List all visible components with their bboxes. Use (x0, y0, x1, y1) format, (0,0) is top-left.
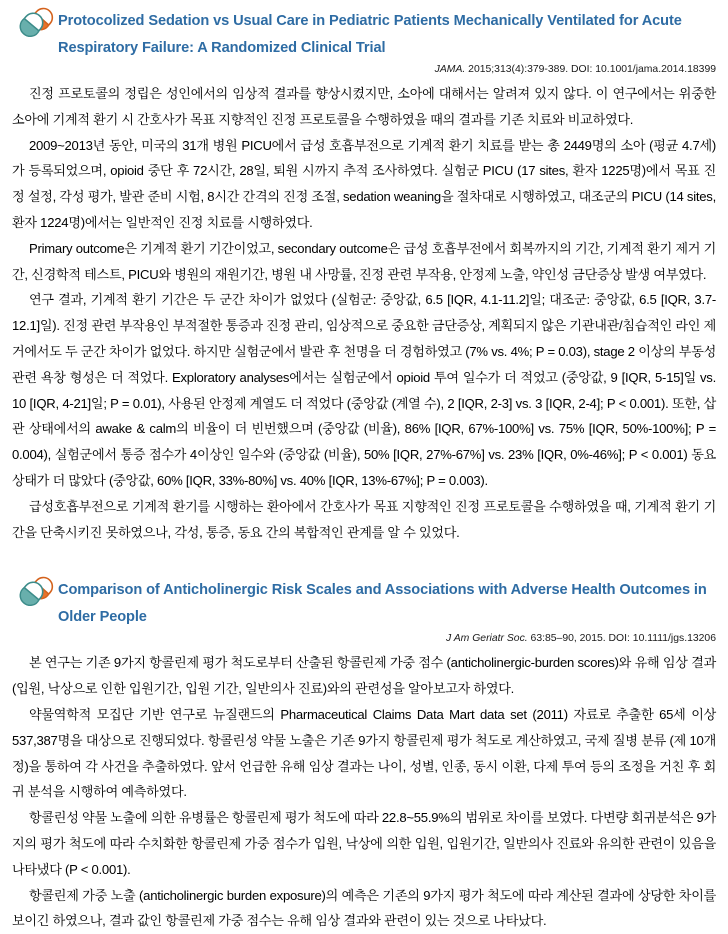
article-1-title: Protocolized Sedation vs Usual Care in Pediatric Patients Mechanically Ventilated for Acute Respiratory Failure: A Randomized Clinical Trial (58, 13, 682, 56)
article-2-citation (10, 632, 718, 646)
article-1-paragraph: 연구 결과, 기계적 환기 기간은 두 군간 차이가 없었다 (실험군: 중앙값, 6.5 [IQR, 4.1-11.2]일; 대조군: 중앙값, 6.5 [IQR, 3.7-12.1]일). 진정 관련 부작용인 부적절한 통증과 진정 관리, 임상적으로 중요한 금단증상, 계획되지 않은 기관내관/침습적인 라인 제거에서도 두 군간 차이가 없었다. 하지만 실험군에서 발관 후 천명을 더 경험하였고 (7% vs. 4%; P = 0.03), stage 2 이상의 부동성 관련 욕창 형성은 더 적었다. Exploratory analyses에서는 실험군에서 opioid 투여 일수가 더 적었고 (중앙값, 9 [IQR, 5-15]일 vs. 10 [IQR, 4-21]일; P = 0.01), 사용된 안정제 계열도 더 적었다 (중앙값 (계열 수), 2 [IQR, 2-3] vs. 3 [IQR, 2-4]; P < 0.001). 또한, 삽관 상태에서의 awake & calm의 비율이 더 빈번했으며 (중앙값 (비율), 86% [IQR, 67%-100%] vs. 75% [IQR, 50%-100%]; P = 0.004), 실험군에서 통증 점수가 4이상인 일수와 (중앙값 (비율), 50% [IQR, 27%-67%] vs. 23% [IQR, 0%-46%]; P < 0.001) 동요 상태가 더 많았다 (중앙값, 60% [IQR, 33%-80%] vs. 40% [IQR, 13%-67%]; P = 0.003). (12, 292, 716, 488)
article-1-paragraph: 급성호흡부전으로 기계적 환기를 시행하는 환아에서 간호사가 목표 지향적인 진정 프로토콜을 수행하였을 때, 기계적 환기 기간을 단축시키진 못하였으나, 각성, 통증, 동요 간의 복합적인 관계를 알 수 있었다. (12, 498, 716, 540)
article-2-body (10, 650, 718, 934)
article-2-paragraph: 본 연구는 기존 9가지 항콜린제 평가 척도로부터 산출된 항콜린제 가중 점수 (anticholinergic-burden scores)와 유해 임상 결과 (입원, 낙상으로 인한 입원기간, 입원 기간, 일반의사 진료)와의 관련성을 알아보고자 하였다. (12, 655, 716, 697)
article-1-paragraph: 2009~2013년 동안, 미국의 31개 병원 PICU에서 급성 호흡부전으로 기계적 환기 치료를 받는 총 2449명의 소아 (평균 4.7세)가 등록되었으며, opioid 중단 후 72시간, 28일, 퇴원 시까지 추적 조사하였다. 실험군 PICU (17 sites, 환자 1225명)에서 목표 진정 설정, 각성 평가, 발관 준비 시험, 8시간 간격의 진정 조절, sedation weaning을 절차대로 시행하였고, 대조군의 PICU (14 sites, 환자 1224명)에서는 일반적인 진정 치료를 시행하였다. (12, 137, 716, 230)
article-1-paragraph: Primary outcome은 기계적 환기 기간이었고, secondary outcome은 급성 호흡부전에서 회복까지의 기간, 기계적 환기 제거 기간, 신경학적 테스트, PICU와 병원의 재원기간, 병원 내 사망률, 진정 관련 부작용, 안정제 노출, 약인성 금단증상 발생 여부였다. (12, 240, 716, 282)
article-section-2 (10, 559, 718, 934)
article-2-title: Comparison of Anticholinergic Risk Scales and Associations with Adverse Health Outcomes in Older People (58, 582, 707, 626)
article-2-paragraph: 항콜린성 약물 노출에 의한 유병률은 항콜린제 평가 척도에 따라 22.8~55.9%의 범위로 차이를 보였다. 다변량 회귀분석은 9가지의 평가 척도에 따라 수치화한 항콜린제 가중 점수가 입원, 낙상에 의한 입원, 입원기간, 일반의사 진료와 유의한 관련이 있음을 나타냈다 (P < 0.001). (12, 810, 716, 877)
article-1-paragraph: 진정 프로토콜의 정립은 성인에서의 임상적 결과를 향상시켰지만, 소아에 대해서는 알려져 있지 않다. 이 연구에서는 위중한 소아에 기계적 환기 시 간호사가 목표 지향적인 진정 프로토콜을 수행하였을 때의 결과를 기존 치료와 비교하였다. (12, 86, 716, 127)
article-2-paragraph: 항콜린제 가중 노출 (anticholinergic burden exposure)의 예측은 기존의 9가지 평가 척도에 따라 계산된 결과에 상당한 차이를 보이긴 하였으나, 결과 값인 항콜린제 가중 점수는 유해 임상 결과와 관련이 있는 것으로 나타났다. (12, 887, 716, 929)
article-divider-space (10, 545, 718, 559)
article-1-citation-detail: 2015;313(4):379-389. DOI: 10.1001/jama.2014.18399 (465, 64, 716, 75)
article-2-citation-journal: J Am Geriatr Soc. (446, 633, 528, 645)
article-1-body (10, 81, 718, 545)
article-1-citation (10, 63, 718, 77)
article-1-title-row (10, 8, 718, 62)
article-1-citation-journal: JAMA. (434, 64, 466, 75)
article-2-title-row (10, 577, 718, 631)
article-2-paragraph: 약물역학적 모집단 기반 연구로 뉴질랜드의 Pharmaceutical Claims Data Mart data set (2011) 자료로 추출한 65세 이상 537,387명을 대상으로 진행되었다. 항콜린성 약물 노출은 기존 9가지 항콜린제 평가 척도로 계산하였고, 국제 질병 분류 (제 10개정)을 통하여 각 사건을 추출하였다. 앞서 언급한 유해 임상 결과는 나이, 성별, 인종, 동시 이환, 다제 투여 등의 조정을 거친 후 회귀 분석을 시행하여 예측하였다. (12, 706, 716, 800)
article-2-citation-detail: 63:85–90, 2015. DOI: 10.1111/jgs.13206 (527, 633, 716, 645)
pill-capsule-icon (16, 575, 58, 611)
pill-capsule-icon (16, 6, 58, 42)
article-section-1 (10, 0, 718, 545)
